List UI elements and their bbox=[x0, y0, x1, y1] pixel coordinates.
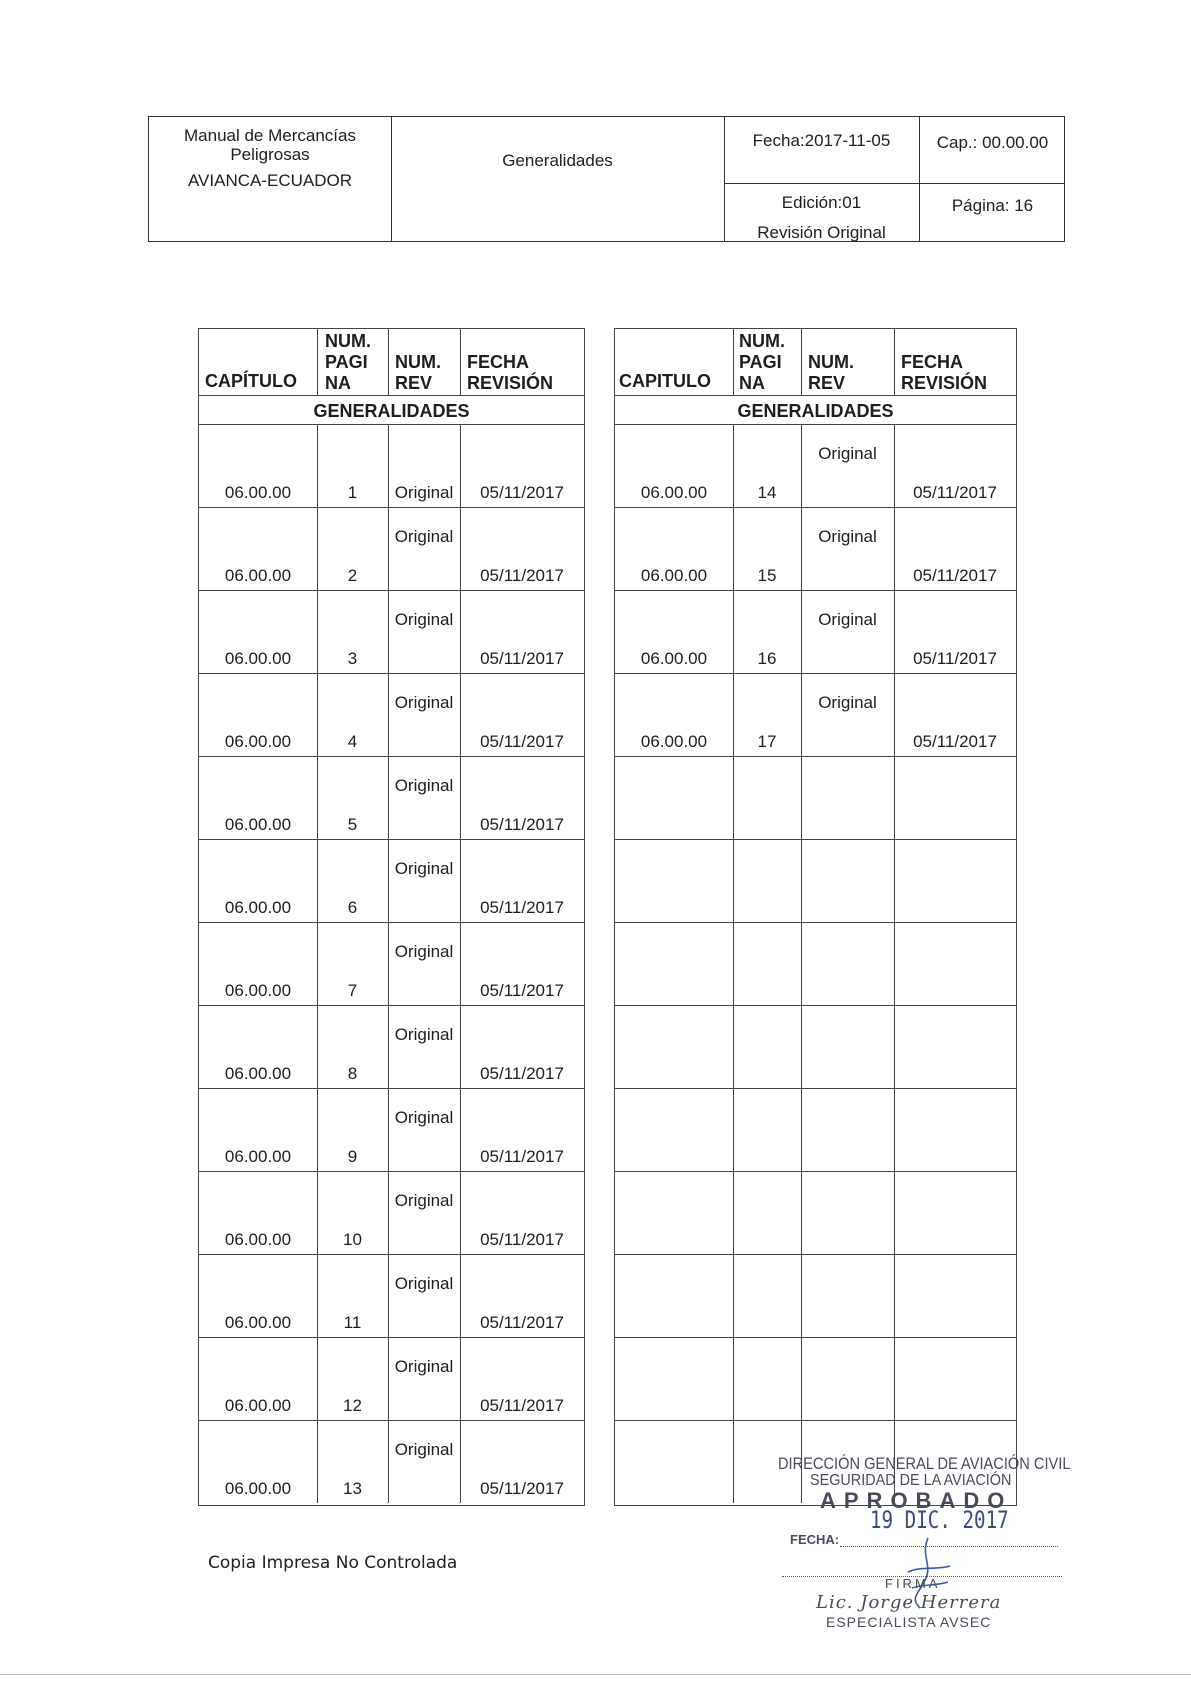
row-chapter: 06.00.00 bbox=[640, 483, 708, 502]
column-divider bbox=[733, 329, 734, 395]
row-divider bbox=[615, 1337, 1016, 1338]
row-divider bbox=[199, 424, 584, 425]
revision-table-left bbox=[198, 328, 585, 1506]
row-date: 05/11/2017 bbox=[480, 1396, 564, 1415]
header-revision-date: FECHA REVISIÓN bbox=[467, 352, 554, 393]
row-page: 6 bbox=[347, 898, 358, 917]
row-revision: Original bbox=[394, 1025, 454, 1044]
stamp-department: SEGURIDAD DE LA AVIACIÓN bbox=[810, 1472, 1012, 1489]
header-date: Fecha:2017-11-05 bbox=[752, 131, 891, 150]
row-divider bbox=[199, 1420, 584, 1421]
header-chapter: Cap.: 00.00.00 bbox=[936, 133, 1049, 152]
header-divider bbox=[724, 183, 1064, 184]
row-revision: Original bbox=[818, 610, 877, 629]
row-divider bbox=[199, 839, 584, 840]
section-title: GENERALIDADES bbox=[313, 401, 470, 421]
row-date: 05/11/2017 bbox=[913, 732, 997, 751]
row-chapter: 06.00.00 bbox=[640, 649, 708, 668]
row-divider bbox=[615, 1088, 1016, 1089]
row-divider bbox=[615, 1254, 1016, 1255]
row-divider bbox=[615, 1171, 1016, 1172]
row-divider bbox=[615, 424, 1016, 425]
header-page-number: NUM. PAGI NA bbox=[739, 331, 785, 393]
row-page: 13 bbox=[343, 1479, 362, 1498]
column-divider bbox=[388, 329, 389, 395]
row-revision: Original bbox=[818, 444, 877, 463]
row-chapter: 06.00.00 bbox=[224, 981, 292, 1000]
revision-table-right bbox=[614, 328, 1017, 1506]
row-chapter: 06.00.00 bbox=[224, 1230, 292, 1249]
signer-name: Lic. Jorge Herrera bbox=[816, 1592, 1002, 1613]
row-revision: Original bbox=[394, 1274, 454, 1293]
row-page: 14 bbox=[757, 483, 777, 502]
header-revision-date: FECHA REVISIÓN bbox=[901, 352, 988, 393]
uncontrolled-copy-note: Copia Impresa No Controlada bbox=[208, 1553, 458, 1573]
header-revision-number: NUM. REV bbox=[808, 352, 854, 393]
signer-role: ESPECIALISTA AVSEC bbox=[826, 1614, 992, 1630]
row-divider bbox=[615, 756, 1016, 757]
row-page: 9 bbox=[347, 1147, 358, 1166]
row-page: 5 bbox=[347, 815, 358, 834]
approval-stamp bbox=[770, 1452, 1070, 1652]
row-divider bbox=[615, 673, 1016, 674]
stamp-approved: APROBADO bbox=[820, 1488, 1013, 1513]
row-divider bbox=[615, 839, 1016, 840]
row-chapter: 06.00.00 bbox=[224, 649, 292, 668]
row-date: 05/11/2017 bbox=[913, 566, 997, 585]
row-divider bbox=[199, 1254, 584, 1255]
stamp-date: 19 DIC. 2017 bbox=[870, 1506, 1009, 1534]
document-header bbox=[148, 116, 1065, 242]
stamp-authority: DIRECCIÓN GENERAL DE AVIACIÓN CIVIL bbox=[778, 1454, 1071, 1473]
row-divider bbox=[199, 673, 584, 674]
row-date: 05/11/2017 bbox=[480, 1479, 564, 1498]
row-date: 05/11/2017 bbox=[913, 649, 997, 668]
row-divider bbox=[615, 590, 1016, 591]
row-chapter: 06.00.00 bbox=[224, 1396, 292, 1415]
column-divider bbox=[894, 329, 895, 395]
row-date: 05/11/2017 bbox=[480, 732, 564, 751]
header-revision-number: NUM. REV bbox=[395, 352, 441, 393]
row-divider bbox=[615, 507, 1016, 508]
row-page: 15 bbox=[757, 566, 777, 585]
row-chapter: 06.00.00 bbox=[224, 1313, 292, 1332]
header-divider bbox=[391, 117, 392, 241]
row-revision: Original bbox=[394, 527, 454, 546]
row-date: 05/11/2017 bbox=[480, 981, 564, 1000]
row-chapter: 06.00.00 bbox=[224, 483, 292, 502]
row-page: 2 bbox=[347, 566, 358, 585]
signature-label: FIRMA bbox=[885, 1576, 941, 1591]
row-revision: Original bbox=[394, 610, 454, 629]
row-revision: Original bbox=[394, 776, 454, 795]
row-chapter: 06.00.00 bbox=[640, 732, 708, 751]
row-revision: Original bbox=[394, 483, 454, 502]
header-revision: Revisión Original bbox=[757, 223, 886, 242]
row-date: 05/11/2017 bbox=[480, 1230, 564, 1249]
header-page-number: NUM. PAGI NA bbox=[325, 331, 371, 393]
section-title: GENERALIDADES bbox=[737, 401, 894, 421]
row-chapter: 06.00.00 bbox=[224, 732, 292, 751]
row-divider bbox=[615, 1005, 1016, 1006]
row-revision: Original bbox=[818, 527, 877, 546]
header-chapter: CAPITULO bbox=[619, 371, 711, 391]
row-revision: Original bbox=[394, 1108, 454, 1127]
row-chapter: 06.00.00 bbox=[224, 1147, 292, 1166]
row-page: 11 bbox=[343, 1313, 362, 1332]
row-divider bbox=[199, 922, 584, 923]
column-divider bbox=[801, 329, 802, 395]
row-date: 05/11/2017 bbox=[480, 898, 564, 917]
row-revision: Original bbox=[394, 1191, 454, 1210]
row-revision: Original bbox=[394, 1440, 454, 1459]
manual-title: Manual de Mercancías Peligrosas AVIANCA-ECUADOR bbox=[184, 126, 356, 190]
row-divider bbox=[199, 756, 584, 757]
row-page: 1 bbox=[347, 483, 358, 502]
row-page: 8 bbox=[347, 1064, 358, 1083]
row-revision: Original bbox=[394, 859, 454, 878]
row-divider bbox=[615, 922, 1016, 923]
row-revision: Original bbox=[394, 1357, 454, 1376]
row-date: 05/11/2017 bbox=[913, 483, 997, 502]
row-date: 05/11/2017 bbox=[480, 815, 564, 834]
column-divider bbox=[460, 329, 461, 395]
row-page: 7 bbox=[347, 981, 358, 1000]
row-chapter: 06.00.00 bbox=[224, 1064, 292, 1083]
row-divider bbox=[615, 395, 1016, 396]
row-page: 16 bbox=[757, 649, 777, 668]
row-date: 05/11/2017 bbox=[480, 1064, 564, 1083]
column-divider bbox=[801, 424, 802, 1503]
row-date: 05/11/2017 bbox=[480, 649, 564, 668]
row-divider bbox=[199, 590, 584, 591]
row-date: 05/11/2017 bbox=[480, 1147, 564, 1166]
section-name: Generalidades bbox=[502, 151, 613, 170]
row-page: 4 bbox=[347, 732, 358, 751]
row-divider bbox=[199, 1171, 584, 1172]
row-page: 3 bbox=[347, 649, 358, 668]
header-edition: Edición:01 bbox=[781, 193, 862, 212]
row-divider bbox=[199, 1337, 584, 1338]
row-divider bbox=[199, 1005, 584, 1006]
row-revision: Original bbox=[394, 942, 454, 961]
row-chapter: 06.00.00 bbox=[224, 898, 292, 917]
column-divider bbox=[388, 424, 389, 1503]
row-date: 05/11/2017 bbox=[480, 566, 564, 585]
row-page: 12 bbox=[343, 1396, 362, 1415]
row-revision: Original bbox=[394, 693, 454, 712]
page-bottom-rule bbox=[0, 1674, 1191, 1675]
stamp-date-label: FECHA: bbox=[790, 1532, 840, 1547]
row-divider bbox=[199, 1088, 584, 1089]
row-date: 05/11/2017 bbox=[480, 483, 564, 502]
row-divider bbox=[199, 395, 584, 396]
row-page: 10 bbox=[343, 1230, 362, 1249]
row-revision: Original bbox=[818, 693, 877, 712]
row-divider bbox=[615, 1420, 1016, 1421]
row-date: 05/11/2017 bbox=[480, 1313, 564, 1332]
header-chapter: CAPÍTULO bbox=[205, 371, 297, 391]
row-page: 17 bbox=[757, 732, 777, 751]
row-chapter: 06.00.00 bbox=[224, 1479, 292, 1498]
header-page: Página: 16 bbox=[951, 196, 1034, 215]
row-chapter: 06.00.00 bbox=[224, 566, 292, 585]
row-chapter: 06.00.00 bbox=[640, 566, 708, 585]
row-chapter: 06.00.00 bbox=[224, 815, 292, 834]
row-divider bbox=[199, 507, 584, 508]
column-divider bbox=[317, 329, 318, 395]
